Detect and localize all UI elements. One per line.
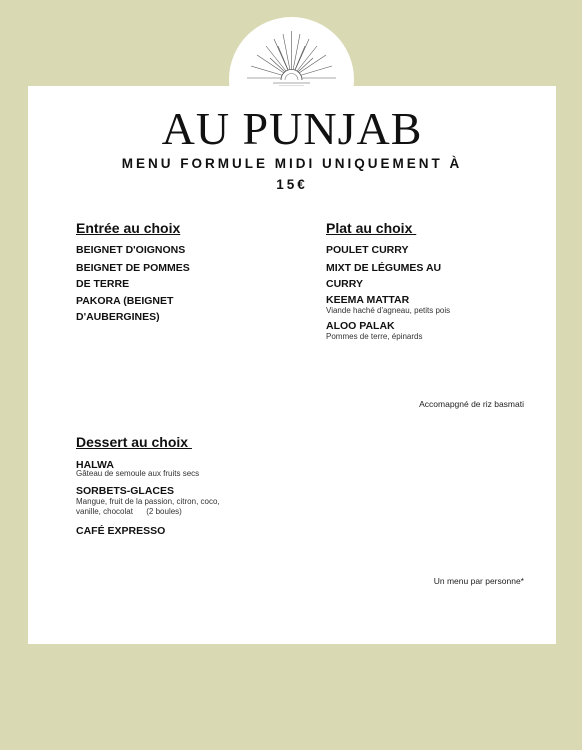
price-line: 15€ (276, 177, 308, 192)
menu-item-name: BEIGNET DE POMMES DE TERRE (76, 262, 190, 290)
menu-item-name: MIXT DE LÉGUMES AU CURRY (326, 262, 442, 290)
restaurant-title: AU PUNJAB (161, 103, 423, 154)
dessert-title: Dessert au choix (76, 434, 192, 450)
subtitle-line: MENU FORMULE MIDI UNIQUEMENT À (121, 156, 463, 171)
menu-item-description: Viande haché d'agneau, petits pois (326, 306, 451, 315)
plat-title: Plat au choix (326, 220, 417, 236)
menu-item-name: POULET CURRY (326, 244, 409, 256)
footer-note: Un menu par personne* (433, 576, 524, 586)
sunburst-icon (243, 28, 340, 90)
menu-item-name: ALOO PALAK (326, 320, 395, 332)
menu-item-name: SORBETS-GLACES (76, 485, 175, 497)
menu-item-name: HALWA (76, 459, 114, 471)
menu-item-name: KEEMA MATTAR (326, 294, 410, 306)
menu-item-name: PAKORA (BEIGNET D'AUBERGINES) (76, 295, 174, 323)
menu-item-description: Gâteau de semoule aux fruits secs (76, 469, 200, 478)
menu-item-name: CAFÉ EXPRESSO (76, 525, 166, 537)
menu-card (28, 86, 556, 644)
entree-title: Entrée au choix (76, 220, 181, 236)
menu-item-name: BEIGNET D'OIGNONS (76, 244, 186, 256)
rice-note: Accomapgné de riz basmati (419, 399, 524, 409)
menu-item-description: Pommes de terre, épinards (326, 332, 423, 341)
menu-item-description: Mangue, fruit de la passion, citron, coco, vanille, chocolat (2 boules) (76, 497, 222, 516)
menu-subtitle (28, 153, 556, 195)
